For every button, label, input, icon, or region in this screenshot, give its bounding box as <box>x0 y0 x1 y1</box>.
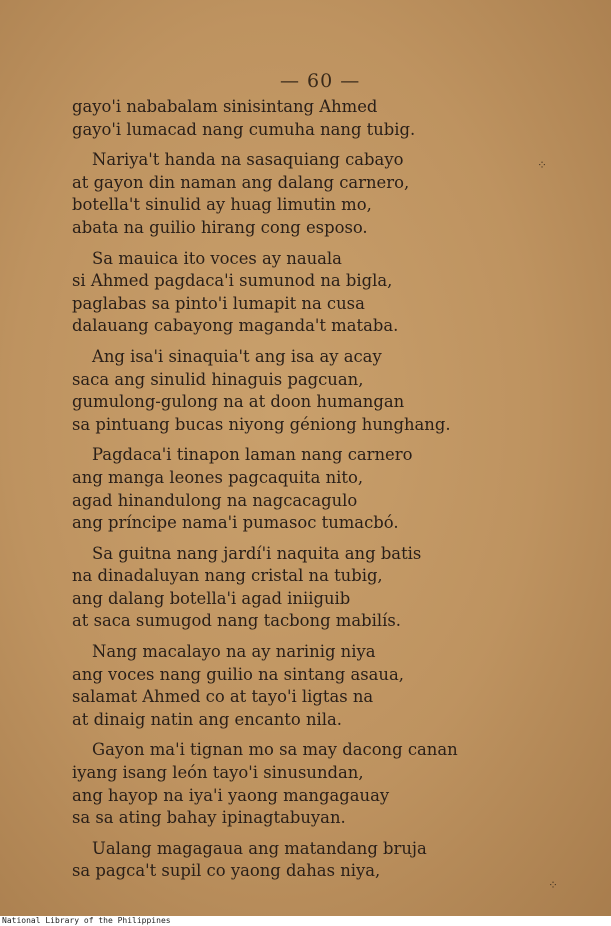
stanza <box>0 543 611 633</box>
poem-line: Gayon ma'i tignan mo sa may dacong canan <box>92 740 458 760</box>
poem-line: Sa mauica ito voces ay nauala <box>92 248 342 268</box>
poem-line: Ang isa'i sinaquia't ang isa ay acay <box>92 346 382 366</box>
poem-line: iyang isang león tayo'i sinusundan, <box>72 763 364 783</box>
stanza <box>0 346 611 436</box>
stanza <box>0 248 611 338</box>
poem-line: Nang macalayo na ay narinig niya <box>92 642 376 662</box>
stanza <box>0 96 611 141</box>
poem-line: ang manga leones pagcaquita nito, <box>72 467 364 487</box>
poem-line: ang dalang botella'i agad iniiguib <box>72 588 351 608</box>
poem-line: agad hinandulong na nagcacagulo <box>72 490 358 510</box>
poem-line: at saca sumugod nang tacbong mabilís. <box>72 611 401 631</box>
poem-text <box>0 96 611 891</box>
ink-speck: ⁘ <box>548 878 559 892</box>
poem-line: gayo'i lumacad nang cumuha nang tubig. <box>72 119 416 139</box>
poem-line: sa pagca't supil co yaong dahas niya, <box>72 861 381 881</box>
poem-line: dalauang cabayong maganda't mataba. <box>72 316 399 336</box>
stanza <box>0 739 611 829</box>
poem-line: botella't sinulid ay huag limutin mo, <box>72 195 372 215</box>
footer-credit: National Library of the Philippines <box>2 916 171 925</box>
stanza <box>0 444 611 534</box>
poem-line: ang príncipe nama'i pumasoc tumacbó. <box>72 513 399 533</box>
page-number: — 60 — <box>280 70 361 92</box>
poem-line: ang voces nang guilio na sintang asaua, <box>72 664 404 684</box>
poem-line: sa sa ating bahay ipinagtabuyan. <box>72 808 346 828</box>
poem-line: at dinaig natin ang encanto nila. <box>72 709 342 729</box>
poem-line: si Ahmed pagdaca'i sumunod na bigla, <box>72 271 393 291</box>
poem-line: Sa guitna nang jardí'i naquita ang batis <box>92 543 422 563</box>
poem-line: at gayon din naman ang dalang carnero, <box>72 172 410 192</box>
stanza <box>0 149 611 239</box>
poem-line: Nariya't handa na sasaquiang cabayo <box>92 150 404 170</box>
poem-line: abata na guilio hirang cong esposo. <box>72 217 368 237</box>
poem-line: paglabas sa pinto'i lumapit na cusa <box>72 293 365 313</box>
poem-line: gumulong-gulong na at doon humangan <box>72 392 405 412</box>
stanza <box>0 641 611 731</box>
poem-line: saca ang sinulid hinaguis pagcuan, <box>72 369 364 389</box>
poem-line: Pagdaca'i tinapon laman nang carnero <box>92 445 413 465</box>
poem-line: Ualang magagaua ang matandang bruja <box>92 838 427 858</box>
poem-line: salamat Ahmed co at tayo'i ligtas na <box>72 687 374 707</box>
poem-line: gayo'i nababalam sinisintang Ahmed <box>72 97 378 116</box>
stanza <box>0 838 611 883</box>
poem-line: ang hayop na iya'i yaong mangagauay <box>72 785 390 805</box>
ink-speck: ⁘ <box>537 158 548 172</box>
poem-line: na dinadaluyan nang cristal na tubig, <box>72 566 383 586</box>
poem-line: sa pintuang bucas niyong géniong hunghang. <box>72 414 451 434</box>
